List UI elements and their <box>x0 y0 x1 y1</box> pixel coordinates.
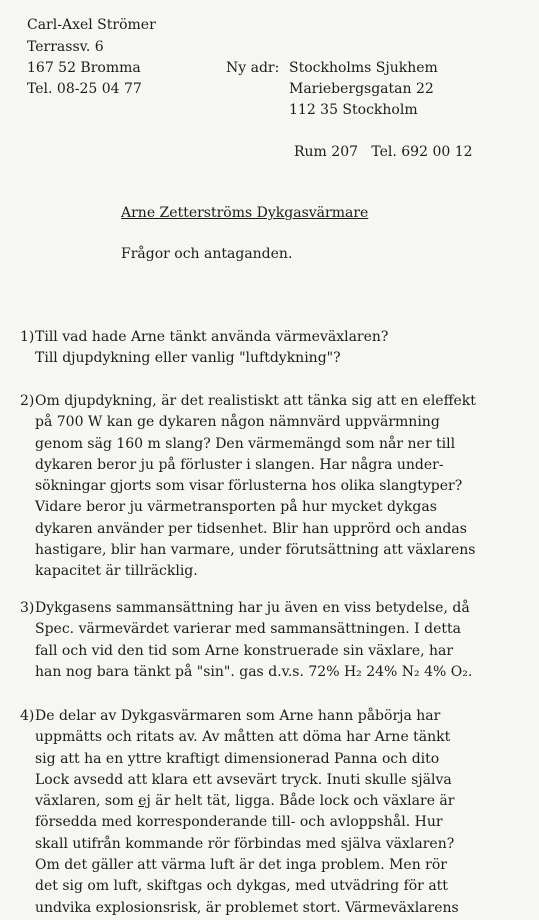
question-number: 4) <box>20 708 35 724</box>
question-1 <box>20 327 530 370</box>
question-3 <box>20 598 530 683</box>
question-number: 3) <box>20 600 35 616</box>
sender-street: Terrassv. 6 <box>27 39 104 55</box>
question-4 <box>20 706 530 919</box>
question-2 <box>20 391 530 583</box>
question-text-part: De delar av Dykgasvärmaren som Arne hann påbörja har uppmätts och ritats av. Av måtten att döma har Arne tänkt sig att ha en yttre kraftigt dimensionerad Panna och dito Lock avsedd att klara ett avsevärt tryck. Inuti skulle själva växlaren, som <box>35 708 452 810</box>
question-text: Till vad hade Arne tänkt använda värmeväxlaren? Till djupdykning eller vanlig "luftdykning"? <box>35 329 389 367</box>
sender-phone: Tel. 08-25 04 77 <box>27 81 142 97</box>
question-text-part: är helt tät, ligga. Både lock och växlare är försedda med korresponderande till- och avloppshål. Hur skall utifrån kommande rör förbindas med själva växlaren? Om det gäller att värma luft är det inga problem. Men rör det sig om luft, skiftgas och dykgas, med utvädring för att undvika explosionsrisk, är problemet stort. Värmeväxlarens <box>35 793 459 916</box>
document-title: Arne Zetterströms Dykgasvärmare <box>121 205 369 221</box>
question-number: 2) <box>20 393 35 409</box>
new-address-line1: Stockholms Sjukhem <box>289 60 438 76</box>
emphasized-word: ej <box>138 793 151 810</box>
question-text: Om djupdykning, är det realistiskt att tänka sig att en eleffekt på 700 W kan ge dykaren någon nämnvärd uppvärmning genom säg 160 m slang? Den värmemängd som når ner till dykaren beror ju på förluster i slangen. Har några under- sökningar gjorts som visar förlusterna hos olika slangtyper? Vidare beror ju värmetransporten på hur mycket dykgas dykaren använder per tidsenhet. Blir han upprörd och andas hastigare, blir han varmare, under förutsättning att växlarens kapacitet är tillräcklig. <box>35 393 476 580</box>
question-number: 1) <box>20 329 35 345</box>
new-address-line3: 112 35 Stockholm <box>289 102 418 118</box>
sender-name: Carl-Axel Strömer <box>27 17 156 33</box>
sender-city: 167 52 Bromma <box>27 60 141 76</box>
new-address-label: Ny adr: <box>226 60 280 76</box>
question-text <box>35 706 530 919</box>
question-text: Dykgasens sammansättning har ju även en viss betydelse, då Spec. värmevärdet varierar med sammansättningen. I detta fall och vid den tid som Arne konstruerade sin växlare, har han nog bara tänkt på "sin". gas d.v.s. 72% H₂ 24% N₂ 4% O₂. <box>35 600 473 680</box>
new-address-line2: Mariebergsgatan 22 <box>289 81 434 97</box>
document-subtitle: Frågor och antaganden. <box>121 246 293 262</box>
room-phone: Rum 207 Tel. 692 00 12 <box>294 144 473 160</box>
